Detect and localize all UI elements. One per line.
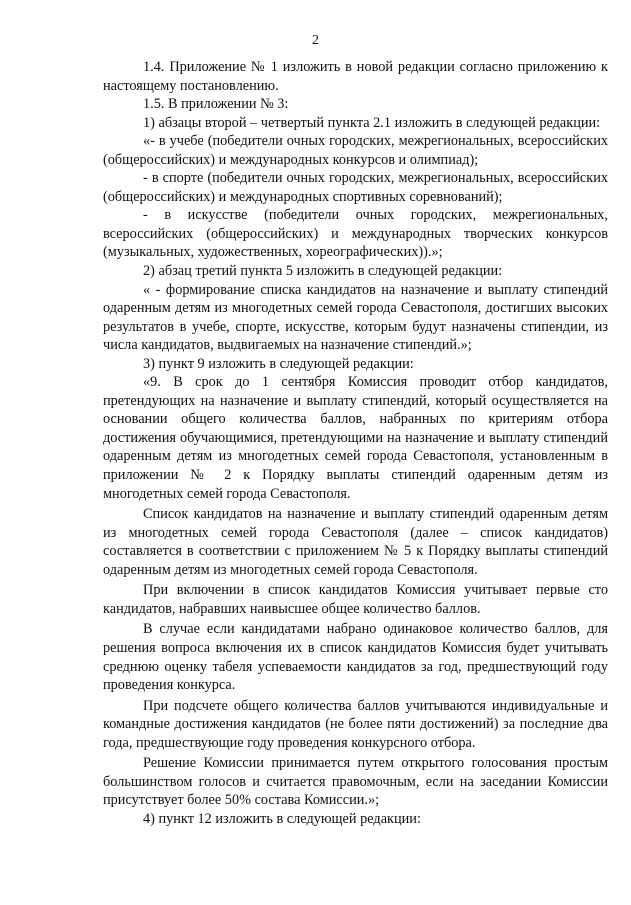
paragraph-quote-art: - в искусстве (победители очных городских, межрегиональных, всероссийских (общероссийских) и международных творческих конкурсов (музыкальных, художественных, хореографических)).»; [103,207,608,261]
paragraph-item-1: 1) абзацы второй – четвертый пункта 2.1 изложить в следующей редакции: [143,114,601,131]
paragraph-item-4: 4) пункт 12 изложить в следующей редакции: [143,810,421,827]
paragraph-equal-scores: В случае если кандидатами набрано одинаковое количество баллов, для решения вопроса включения их в список кандидатов Комиссия будет учитывать среднюю оценку табеля успеваемости кандидатов за год, предшествующий году проведения конкурса. [103,621,608,694]
paragraph-decision: Решение Комиссии принимается путем открытого голосования простым большинством голосов и считается правомочным, если на заседании Комиссии присутствует более 50% состава Комиссии.»; [103,755,608,809]
paragraph-quote-study: «- в учебе (победители очных городских, межрегиональных, всероссийских (общероссийских) и международных конкурсов и олимпиад); [103,133,608,168]
paragraph-item-2: 2) абзац третий пункта 5 изложить в следующей редакции: [143,263,503,280]
paragraph-point-9: «9. В срок до 1 сентября Комиссия проводит отбор кандидатов, претендующих на назначение и выплату стипендий, который осуществляется на основании общего количества баллов, набранных по критериям отбора достижения обучающимися, претендующими на назначение и выплату стипендий одаренным детям из многодетных семей города Севастополя, установленным в приложении № 2 к Порядку выплаты стипендий одаренным детям из многодетных семей города Севастополя. [103,374,608,502]
paragraph-1-4: 1.4. Приложение № 1 изложить в новой редакции согласно приложению к настоящему постановлению. [103,59,608,94]
paragraph-candidate-list: Список кандидатов на назначение и выплату стипендий одаренным детям из многодетных семей города Севастополя (далее – список кандидатов) составляется в соответствии с приложением № 5 к Порядку выплаты стипендий одаренным детям из многодетных семей города Севастополя. [103,506,608,578]
paragraph-quote-sport: - в спорте (победители очных городских, межрегиональных, всероссийских (общероссийских) и международных спортивных соревнований); [103,170,608,205]
page-number: 2 [312,33,319,48]
paragraph-quote-list: « - формирование списка кандидатов на назначение и выплату стипендий одаренным детям из многодетных семей города Севастополя, достигших высоких результатов в учебе, спорте, искусстве, которым будут назначены стипендии, из числа кандидатов, выдвигаемых на назначение стипендий.»; [103,281,608,354]
paragraph-1-5: 1.5. В приложении № 3: [143,96,289,113]
document-body [103,58,608,828]
paragraph-score-counting: При подсчете общего количества баллов учитываются индивидуальные и командные достижения кандидатов (не более пяти достижений) за последние два года, предшествующие году проведения конкурсного отбора. [103,697,608,751]
paragraph-first-hundred: При включении в список кандидатов Комиссия учитывает первые сто кандидатов, набравших наивысшее общее количество баллов. [103,582,608,617]
paragraph-item-3: 3) пункт 9 изложить в следующей редакции: [143,355,414,372]
